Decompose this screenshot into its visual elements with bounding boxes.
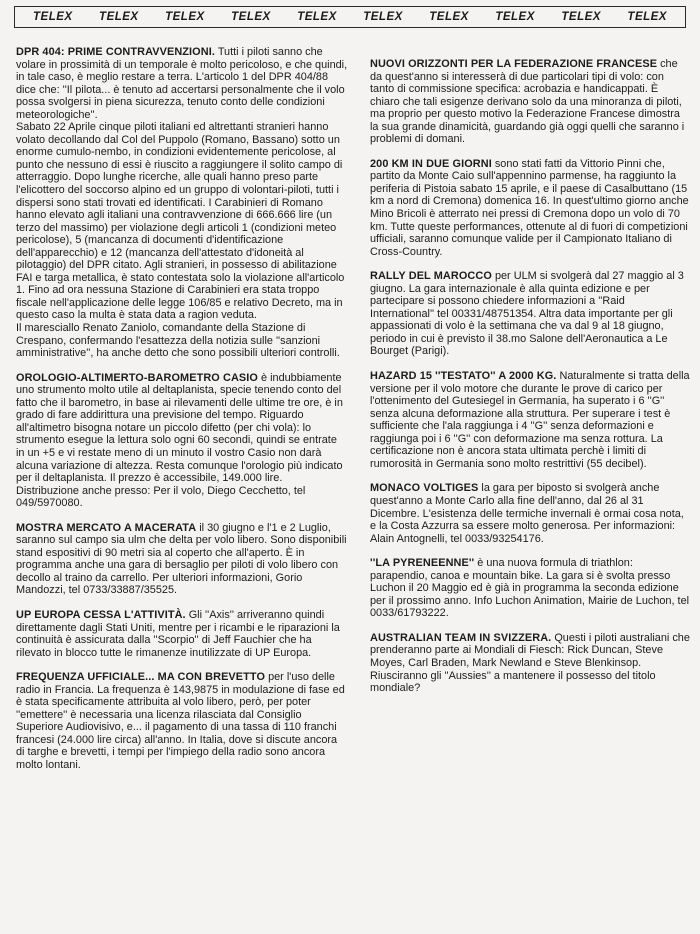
left-column [16, 46, 348, 772]
article-paragraph [370, 632, 690, 695]
article-casio [16, 372, 348, 510]
article-paragraph [16, 46, 348, 121]
article-paragraph [370, 557, 690, 620]
article-paragraph [16, 522, 348, 597]
article-text: sono stati fatti da Vittorio Pinni che, partito da Monte Caio sull'appennino parmense, ha raggiunto la periferia di Pistoia sabato 15 aprile, e il paese di Casalbuttano (15 km a nord di Cremona) domenica 16. In quest'ultimo giorno anche Mino Bricoli è atterrato nei pressi di Cremona dopo un volo di 70 km. Tutte queste performances, ottenute al di fuori di competizioni ufficiali, saranno comunque valide per il Campionato Italiano di Cross-Country. [370, 157, 689, 258]
article-hazard [370, 370, 690, 470]
banner-word: TELEX [495, 11, 535, 23]
article-paragraph: Il maresciallo Renato Zaniolo, comandante della Stazione di Crespano, confermando l'esattezza della notizia sulle ''sanzioni amministrative'', ha anche detto che sono possibili ulteriori controlli. [16, 322, 340, 360]
article-headline: MONACO VOLTIGES [370, 482, 479, 495]
article-text: Tutti i piloti sanno che volare in prossimità di un temporale è molto pericoloso, e che quindi, in tale caso, è meglio restare a terra. L'articolo 1 del DPR 404/88 dice che: ''Il pilota... è tenuto ad accertarsi personalmente che il volo possa svolgersi in piena sicurezza, tenuto conto delle condizioni meteorologiche''. [16, 46, 348, 121]
article-marocco [370, 270, 690, 358]
article-macerata [16, 522, 348, 597]
right-column [370, 46, 690, 695]
article-text: Naturalmente si tratta della versione per il volo motore che durante le prove di carico per l'ottenimento del Gutesiegel in Germania, ha superato i 6 ''G'' senza alcuna deformazione alla struttura. Per superare i test è sufficiente che l'ala raggiunga i 4 ''G'' senza deformazioni e raggiunga poi i 6 ''G'' con deformazione ma senza rottura. La certificazione non è ancora stata ultimata perchè i limiti di rumorosità in Germania sono molto restrittivi (55 decibel). [370, 370, 690, 470]
article-text: per ULM si svolgerà dal 27 maggio al 3 giugno. La gara internazionale è alla quinta edizione e per partecipare si possono chiedere informazioni a ''Raid International'' tel 00331/48751354. Altra data importante per gli appassionati di volo è la settimana che va dal 9 al 18 giugno, periodo in cui è previsto il 38.mo Salone dell'Aeronautica a Le Bourget (Parigi). [370, 270, 684, 358]
article-text: che da quest'anno si interesserà di due particolari tipi di volo: con tanto di commissione specifica: acrobazia e handicappati. È chiaro che tali esigenze derivano solo da una minoranza di piloti, ma proprio per questo motivo la Federazione Francese dimostra la sua grande dinamicità, guardando già oggi quelli che saranno i problemi di domani. [370, 58, 685, 146]
banner-word: TELEX [561, 11, 601, 23]
article-200km [370, 158, 690, 258]
article-headline: OROLOGIO-ALTIMERTO-BAROMETRO CASIO [16, 371, 258, 384]
article-australian [370, 632, 690, 695]
article-paragraph [370, 58, 690, 146]
article-pyreneenne [370, 557, 690, 620]
banner-word: TELEX [627, 11, 667, 23]
article-text: la gara per biposto si svolgerà anche quest'anno a Monte Carlo alla fine dell'anno, dal 26 al 31 Dicembre. L'esistenza delle termiche invernali è ormai cosa nota, e la Costa Azzurra sa essere molto generosa. Per informazioni: Alain Antognelli, tel 0033/93254176. [370, 482, 684, 545]
article-headline: FREQUENZA UFFICIALE... MA CON BREVETTO [16, 671, 266, 684]
banner-word: TELEX [363, 11, 403, 23]
article-headline: RALLY DEL MAROCCO [370, 270, 492, 283]
article-text: per l'uso delle radio in Francia. La frequenza è 143,9875 in modulazione di fase ed è stata specificamente attribuita al volo libero, però, per poter ''emettere'' è necessaria una licenza rilasciata dal Consiglio Superiore Audiovisivo, e... il pagamento di una tassa di 110 franchi francesi (24.000 lire circa) all'anno. In Italia, dove si discute ancora di targhe e brevetti, i tempi per l'impiego della radio sono ancora molto lontani. [16, 671, 345, 771]
banner-word: TELEX [33, 11, 73, 23]
article-headline: UP EUROPA CESSA L'ATTIVITÀ. [16, 608, 186, 621]
article-text: il 30 giugno e l'1 e 2 Luglio, saranno sul campo sia ulm che delta per volo libero. Sono disponibili stand espositivi di 90 metri sia al coperto che all'aperto. È in programma anche una gara di bersaglio per piloti di volo libero con decollo al traino da carrello. Per ulteriori informazioni, Gorio Mandozzi, tel 0733/33887/35525. [16, 521, 347, 597]
article-frequenza [16, 671, 348, 771]
article-headline: 200 KM IN DUE GIORNI [370, 157, 492, 170]
banner-word: TELEX [99, 11, 139, 23]
article-paragraph [370, 270, 690, 358]
article-text: Gli ''Axis'' arriveranno quindi direttamente dagli Stati Uniti, mentre per i ricambi e le riparazioni la continuità è assicurata dalla ''Scorpio'' di Jeff Fauchier che ha rilevato in blocco tutte le rimanenze inutilizzate di UP Europa. [16, 608, 340, 659]
article-paragraph [370, 482, 690, 545]
article-orizzonti [370, 58, 690, 146]
article-paragraph: Sabato 22 Aprile cinque piloti italiani ed altrettanti stranieri hanno volato decollando dal Col del Puppolo (Romano, Bassano) sotto un enorme cumulo-nembo, in condizioni evidentemente pericolose, al punto che nessuno di essi è riuscito a raggiungere il solito campo di atterraggio. Dopo lunghe ricerche, alle quali hanno preso parte l'elicottero del soccorso alpino ed un gruppo di volontari-piloti, tutti i dispersi sono stati trovati ed identificati. I Carabinieri di Romano hanno elevato agli italiani una contravvenzione di 666.666 lire (un terzo del massimo) per violazione degli articoli 1 (condizioni meteo pericolose), 5 (mancanza di documenti d'identificazione dell'apparecchio) e 12 (mancanza dell'attestato d'idoneità al pilotaggio) del DPR citato. Agli stranieri, in possesso di abilitazione FAI e targa metallica, è stato contestata solo la violazione all'articolo 1. Fino ad ora nessuna Stazione di Carabinieri era stata troppo fiscale nell'applicazione delle legge 106/85 e relativo Decreto, ma in questo caso la multa è stata data a ragion veduta. [16, 121, 345, 322]
article-monaco [370, 482, 690, 545]
article-headline: HAZARD 15 ''TESTATO'' A 2000 KG. [370, 370, 557, 383]
article-headline: NUOVI ORIZZONTI PER LA FEDERAZIONE FRANCESE [370, 58, 658, 70]
article-dpr404 [16, 46, 348, 360]
article-text: è indubbiamente uno strumento molto utile al deltaplanista, specie tenendo conto del fatto che il barometro, in base ai rilevamenti delle ultime tre ore, è in grado di fare addirittura una previsione del tempo. Riguardo all'altimetro bisogna notare un piccolo difetto (per chi vola): lo strumento esegue la lettura solo ogni 60 secondi, quindi se entrate in un +5 e vi restate meno di un minuto il vostro Casio non darà alcuna variazione di altezza. Resta comunque l'orologio più indicato per il deltaplanista. Il prezzo è accessibile, 149.000 lire. Distribuzione anche presso: Per il volo, Diego Cecchetto, tel 049/5970080. [16, 371, 343, 510]
article-headline: DPR 404: PRIME CONTRAVVENZIONI. [16, 46, 215, 58]
banner-word: TELEX [165, 11, 205, 23]
banner-word: TELEX [231, 11, 271, 23]
article-headline: ''LA PYRENEENNE'' [370, 557, 475, 570]
article-headline: MOSTRA MERCATO A MACERATA [16, 521, 197, 534]
article-text: è una nuova formula di triathlon: parapendio, canoa e mountain bike. La gara si è svolta presso Luchon il 20 Maggio ed è già in programma la seconda edizione per il prossimo anno. Info Luchon Animation, Mairie de Luchon, tel 0033/61793222. [370, 557, 690, 620]
article-text: Questi i piloti australiani che prenderanno parte ai Mondiali di Fiesch: Rick Duncan, Steve Moyes, Carl Braden, Mark Newland e Steve Blenkinsop. Riusciranno gli ''Aussies'' a mantenere il possesso del titolo mondiale? [370, 631, 690, 695]
article-paragraph [370, 370, 690, 470]
banner-word: TELEX [297, 11, 337, 23]
article-upeuropa [16, 609, 348, 659]
article-headline: AUSTRALIAN TEAM IN SVIZZERA. [370, 631, 552, 644]
article-paragraph [370, 158, 690, 258]
article-frequenza-continued [370, 0, 690, 46]
article-paragraph [16, 372, 348, 510]
banner-word: TELEX [429, 11, 469, 23]
article-paragraph [16, 671, 348, 771]
article-paragraph [16, 609, 348, 659]
